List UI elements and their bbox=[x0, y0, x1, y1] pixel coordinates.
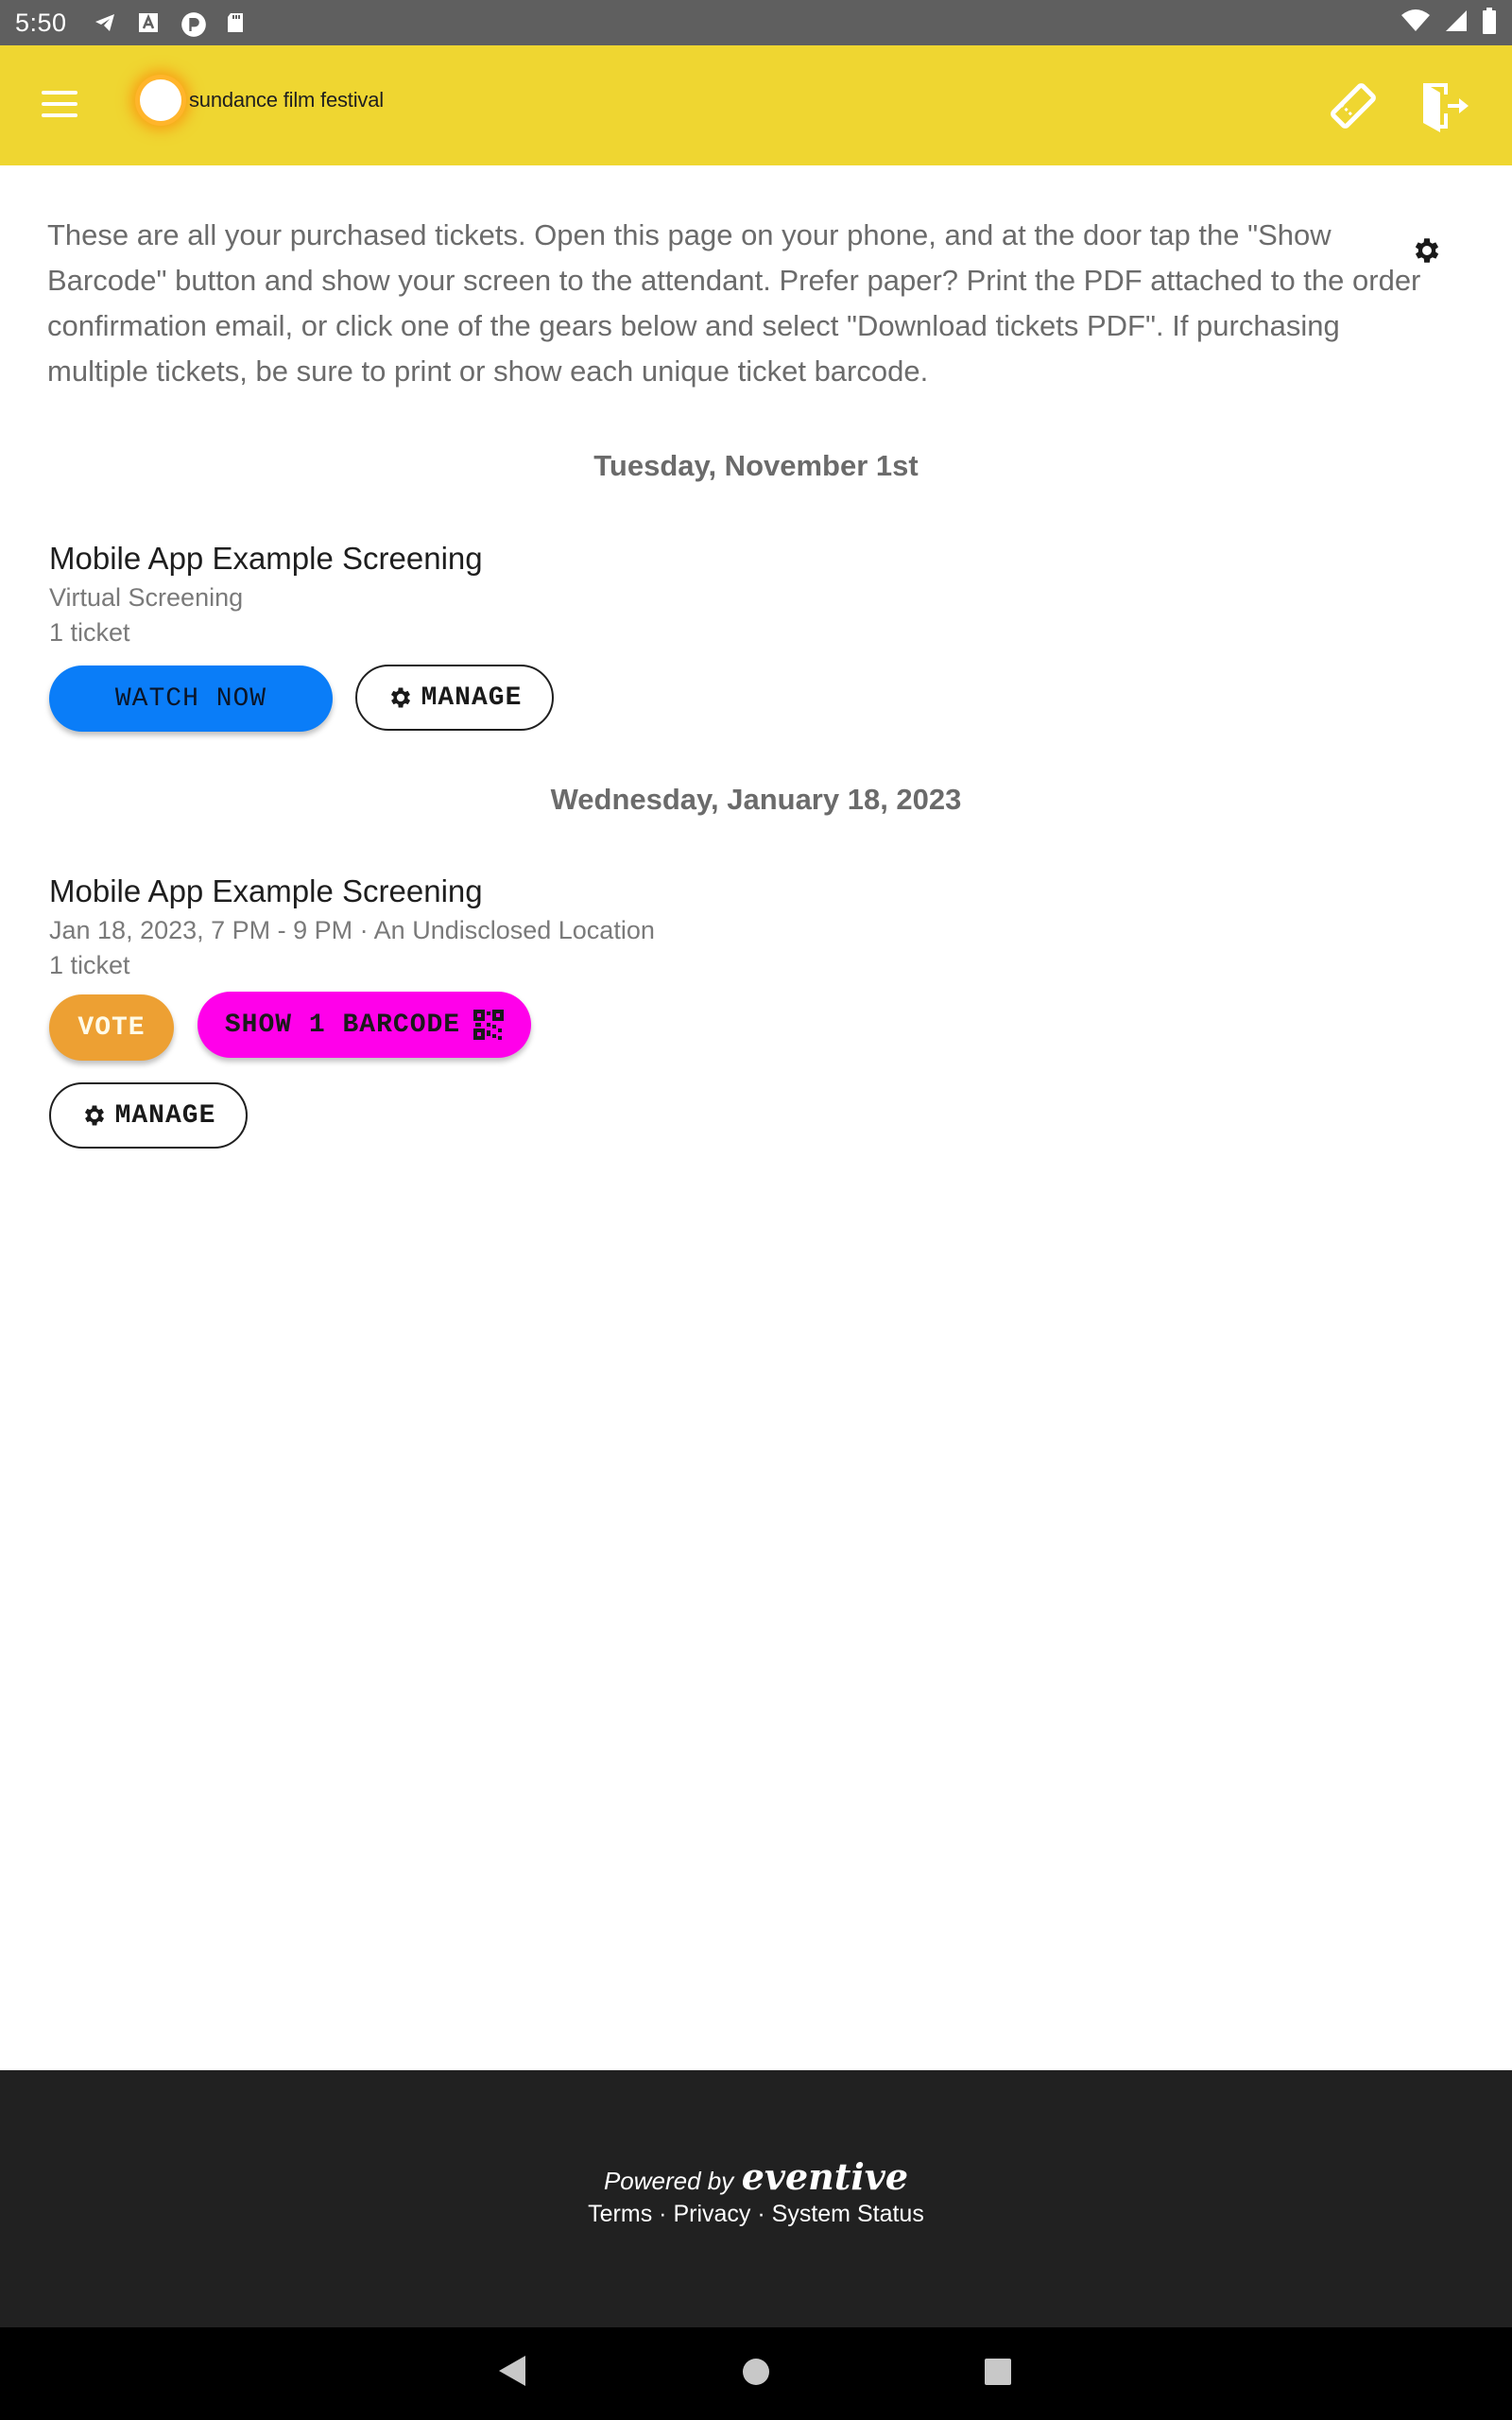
gear-icon bbox=[387, 684, 414, 711]
status-time: 5:50 bbox=[15, 8, 67, 37]
status-notification-icons bbox=[94, 11, 247, 34]
powered-by-text: Powered by bbox=[603, 2167, 734, 2195]
brand-name: sundance film festival bbox=[189, 88, 384, 112]
separator: · bbox=[659, 2201, 667, 2227]
logout-icon[interactable] bbox=[1418, 79, 1470, 132]
status-bar bbox=[0, 0, 1512, 45]
watch-now-label: WATCH NOW bbox=[114, 683, 267, 714]
telegram-icon bbox=[94, 11, 116, 34]
gear-icon bbox=[81, 1102, 108, 1129]
battery-icon bbox=[1482, 8, 1497, 39]
event-location: Jan 18, 2023, 7 PM - 9 PM · An Undisclosed Location bbox=[49, 916, 655, 944]
vote-button[interactable] bbox=[49, 994, 174, 1061]
manage-label: MANAGE bbox=[421, 683, 523, 713]
date-heading: Tuesday, November 1st bbox=[593, 449, 919, 482]
menu-icon[interactable] bbox=[42, 91, 77, 119]
terms-link[interactable]: Terms bbox=[588, 2201, 653, 2227]
status-system-icons bbox=[1400, 8, 1497, 39]
eventive-logo: eventive bbox=[741, 2155, 909, 2198]
event-title[interactable]: Mobile App Example Screening bbox=[49, 541, 483, 576]
sun-logo-icon bbox=[140, 79, 181, 121]
home-icon[interactable] bbox=[742, 2358, 770, 2391]
footer bbox=[0, 2070, 1512, 2327]
manage-button[interactable] bbox=[49, 1082, 248, 1149]
app-header bbox=[0, 45, 1512, 165]
qr-code-icon bbox=[473, 1010, 504, 1040]
manage-label: MANAGE bbox=[114, 1100, 216, 1131]
manage-button[interactable] bbox=[355, 665, 554, 731]
intro-text: These are all your purchased tickets. Open this page on your phone, and at the door tap the "Show Barcode" button and show your screen to the attendant. Prefer paper? Print the PDF attached to the order confirmation email, or click one of the gears below and select "Download tickets PDF". If purchasing multiple tickets, be sure to print or show each unique ticket barcode. bbox=[47, 218, 1421, 388]
ticket-count: 1 ticket bbox=[49, 618, 130, 647]
sundance-logo[interactable] bbox=[140, 79, 384, 121]
system-nav-bar bbox=[0, 2327, 1512, 2420]
font-app-icon bbox=[137, 11, 160, 34]
date-heading: Wednesday, January 18, 2023 bbox=[550, 783, 962, 816]
ticket-count: 1 ticket bbox=[49, 951, 130, 979]
back-icon[interactable] bbox=[497, 2354, 527, 2393]
vote-label: VOTE bbox=[77, 1012, 146, 1043]
recents-icon[interactable] bbox=[984, 2358, 1012, 2391]
powered-by[interactable] bbox=[0, 2155, 1512, 2198]
privacy-link[interactable]: Privacy bbox=[673, 2201, 751, 2227]
separator: · bbox=[757, 2201, 765, 2227]
ticket-icon[interactable] bbox=[1327, 79, 1380, 132]
watch-now-button[interactable] bbox=[49, 666, 333, 732]
fandango-icon bbox=[180, 11, 203, 34]
event-location: Virtual Screening bbox=[49, 583, 244, 612]
show-barcode-button[interactable] bbox=[198, 992, 531, 1058]
sd-card-icon bbox=[224, 11, 247, 34]
event-title[interactable]: Mobile App Example Screening bbox=[49, 873, 483, 908]
settings-gear-icon[interactable] bbox=[1411, 234, 1443, 267]
system-status-link[interactable]: System Status bbox=[771, 2201, 924, 2227]
wifi-icon bbox=[1400, 9, 1431, 38]
signal-icon bbox=[1444, 9, 1469, 38]
show-barcode-label: SHOW 1 BARCODE bbox=[224, 1010, 461, 1040]
footer-links bbox=[0, 2201, 1512, 2228]
